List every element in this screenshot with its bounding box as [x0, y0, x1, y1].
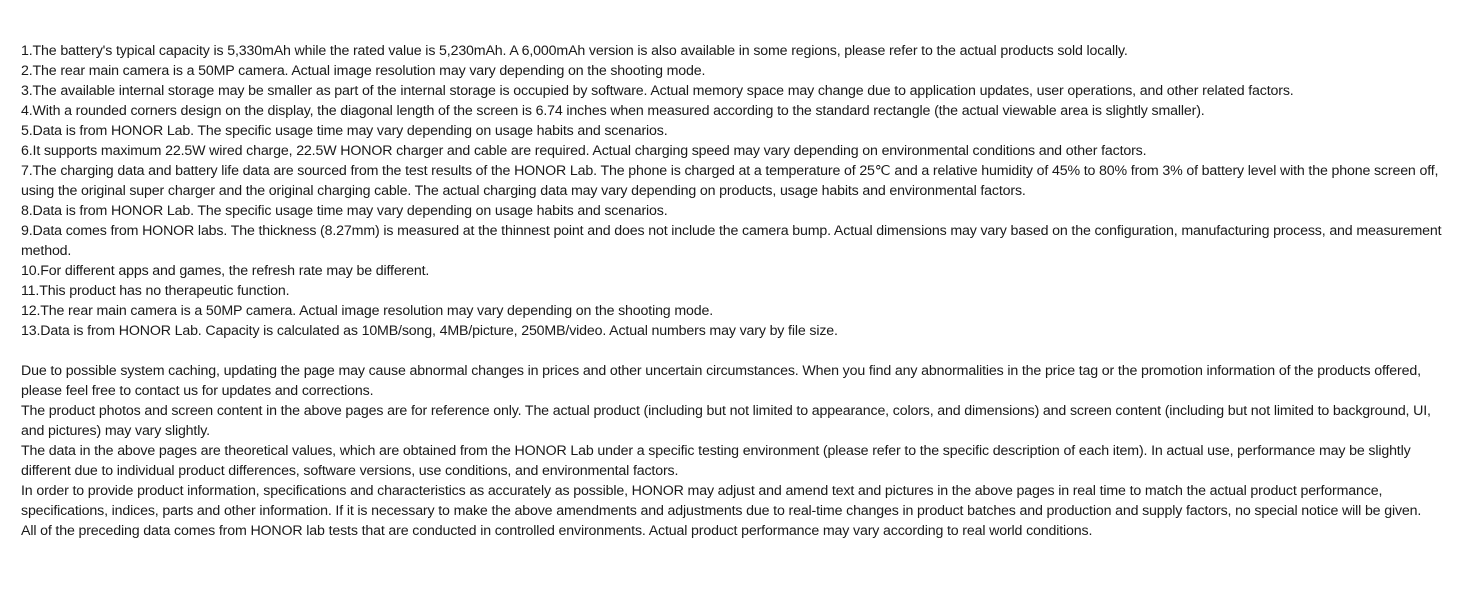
notice-real-time-amendments: In order to provide product information, specifications and characteristics as accurately as possible, HONOR may adjust and amend text and pictures in the above pages in real time to match the actual product performance, specifications, indices, parts and other information. If it is necessary to make the above amendments and adjustments due to real-time changes in product batches and production and supply factors, no special notice will be given. [21, 483, 1422, 519]
notices-list [21, 361, 1453, 541]
footnote-6: 6.It supports maximum 22.5W wired charge, 22.5W HONOR charger and cable are required. Actual charging speed may vary depending on environmental conditions and other factors. [21, 143, 1147, 159]
disclaimer-section [21, 41, 1453, 541]
notice-price-caching: Due to possible system caching, updating the page may cause abnormal changes in prices and other uncertain circumstances. When you find any abnormalities in the price tag or the promotion information of the products offered, please feel free to contact us for updates and corrections. [21, 363, 1421, 399]
footnote-5: 5.Data is from HONOR Lab. The specific usage time may vary depending on usage habits and scenarios. [21, 123, 668, 139]
section-spacer [21, 341, 1453, 361]
footnote-8: 8.Data is from HONOR Lab. The specific usage time may vary depending on usage habits and scenarios. [21, 203, 668, 219]
footnote-1: 1.The battery's typical capacity is 5,330mAh while the rated value is 5,230mAh. A 6,000mAh version is also available in some regions, please refer to the actual products sold locally. [21, 43, 1128, 59]
footnote-9: 9.Data comes from HONOR labs. The thickness (8.27mm) is measured at the thinnest point and does not include the camera bump. Actual dimensions may vary based on the configuration, manufacturing process, and measurement method. [21, 223, 1442, 259]
footnote-12: 12.The rear main camera is a 50MP camera. Actual image resolution may vary depending on the shooting mode. [21, 303, 714, 319]
footnote-4: 4.With a rounded corners design on the display, the diagonal length of the screen is 6.74 inches when measured according to the standard rectangle (the actual viewable area is slightly smaller). [21, 103, 1205, 119]
footnote-7: 7.The charging data and battery life data are sourced from the test results of the HONOR Lab. The phone is charged at a temperature of 25℃ and a relative humidity of 45% to 80% from 3% of battery level with the phone screen off, using the original super charger and the original charging cable. The actual charging data may vary depending on products, usage habits and environmental factors. [21, 163, 1439, 199]
notice-product-photos: The product photos and screen content in the above pages are for reference only. The actual product (including but not limited to appearance, colors, and dimensions) and screen content (including but not limited to background, UI, and pictures) may vary slightly. [21, 403, 1431, 439]
footnotes-list [21, 41, 1453, 341]
footnote-10: 10.For different apps and games, the refresh rate may be different. [21, 263, 430, 279]
notice-theoretical-values: The data in the above pages are theoretical values, which are obtained from the HONOR Lab under a specific testing environment (please refer to the specific description of each item). In actual use, performance may be slightly different due to individual product differences, software versions, use conditions, and environmental factors. [21, 443, 1411, 479]
footnote-11: 11.This product has no therapeutic function. [21, 283, 290, 299]
footnote-2: 2.The rear main camera is a 50MP camera. Actual image resolution may vary depending on the shooting mode. [21, 63, 706, 79]
footnote-3: 3.The available internal storage may be smaller as part of the internal storage is occupied by software. Actual memory space may change due to application updates, user operations, and other related factors. [21, 83, 1294, 99]
footnote-13: 13.Data is from HONOR Lab. Capacity is calculated as 10MB/song, 4MB/picture, 250MB/video. Actual numbers may vary by file size. [21, 323, 838, 339]
notice-lab-tests: All of the preceding data comes from HONOR lab tests that are conducted in controlled environments. Actual product performance may vary according to real world conditions. [21, 523, 1093, 539]
